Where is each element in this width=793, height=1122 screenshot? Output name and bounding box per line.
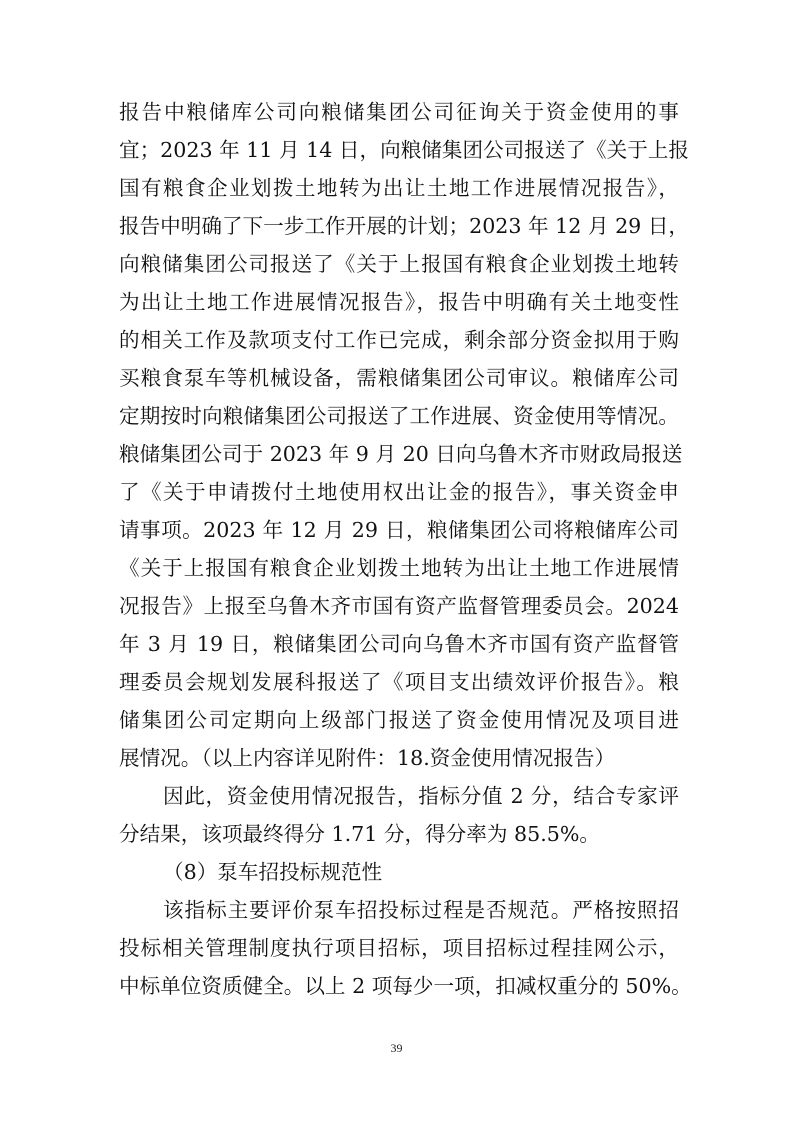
paragraph-line: 报告中明确了下一步工作开展的计划；2023 年 12 月 29 日， <box>119 214 690 238</box>
paragraph-line: 理委员会规划发展科报送了《项目支出绩效评价报告》。粮 <box>119 670 679 694</box>
paragraph-line: 粮储集团公司于 2023 年 9 月 20 日向乌鲁木齐市财政局报送 <box>119 442 683 466</box>
paragraph-line: 年 3 月 19 日，粮储集团公司向乌鲁木齐市国有资产监督管 <box>119 632 679 656</box>
page-number: 39 <box>390 1041 403 1055</box>
paragraph-line: 为出让土地工作进展情况报告》，报告中明确有关土地变性 <box>119 290 679 314</box>
paragraph-line: 的相关工作及款项支付工作已完成，剩余部分资金拟用于购 <box>119 328 679 352</box>
paragraph-line: 《关于上报国有粮食企业划拨土地转为出让土地工作进展情 <box>119 556 679 580</box>
section-heading: （8）泵车招投标规范性 <box>163 860 383 884</box>
paragraph-line: 了《关于申请拨付土地使用权出让金的报告》，事关资金申 <box>119 480 679 504</box>
paragraph-line: 国有粮食企业划拨土地转为出让土地工作进展情况报告》， <box>119 176 679 200</box>
paragraph-line: 投标相关管理制度执行项目招标，项目招标过程挂网公示， <box>119 936 679 960</box>
paragraph-line: 买粮食泵车等机械设备，需粮储集团公司审议。粮储库公司 <box>119 366 679 390</box>
paragraph-line: 因此，资金使用情况报告，指标分值 2 分，结合专家评 <box>163 784 679 808</box>
paragraph-line: 中标单位资质健全。以上 2 项每少一项，扣减权重分的 50%。 <box>119 974 692 998</box>
paragraph-line: 分结果，该项最终得分 1.71 分，得分率为 85.5%。 <box>119 822 601 846</box>
paragraph-line: 展情况。（以上内容详见附件：18.资金使用情况报告） <box>119 746 616 770</box>
paragraph-line: 请事项。2023 年 12 月 29 日，粮储集团公司将粮储库公司 <box>119 518 679 542</box>
paragraph-line: 储集团公司定期向上级部门报送了资金使用情况及项目进 <box>119 708 679 732</box>
paragraph-line: 该指标主要评价泵车招投标过程是否规范。严格按照招 <box>163 898 679 922</box>
paragraph-line: 向粮储集团公司报送了《关于上报国有粮食企业划拨土地转 <box>119 252 679 276</box>
paragraph-line: 宜；2023 年 11 月 14 日，向粮储集团公司报送了《关于上报 <box>119 138 690 162</box>
paragraph-line: 报告中粮储库公司向粮储集团公司征询关于资金使用的事 <box>119 100 679 124</box>
paragraph-line: 况报告》上报至乌鲁木齐市国有资产监督管理委员会。2024 <box>119 594 679 618</box>
paragraph-line: 定期按时向粮储集团公司报送了工作进展、资金使用等情况。 <box>119 404 679 428</box>
